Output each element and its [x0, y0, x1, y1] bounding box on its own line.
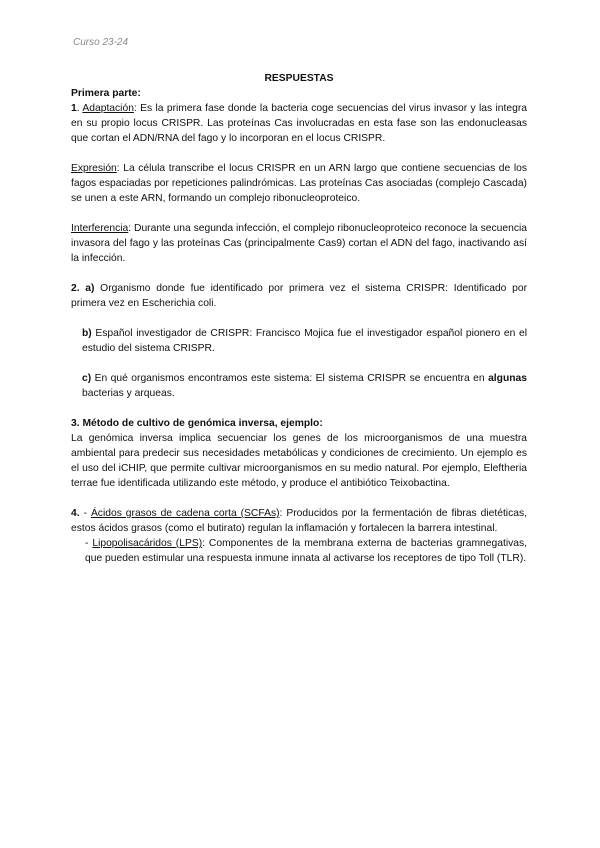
- page-title: RESPUESTAS: [264, 73, 334, 84]
- lps-term: Lipopolisacáridos (LPS): [92, 538, 203, 549]
- interferencia-text: : Durante una segunda infección, el complejo ribonucleoproteico reconoce la secuencia invasora del fago y las proteínas Cas (principalmente Cas9) cortan el ADN del fago, inactivando así la infección.: [71, 223, 527, 264]
- q4-label: 4.: [71, 508, 80, 519]
- q2c-bold-word: algunas: [488, 373, 527, 384]
- q1-number: 1: [71, 103, 77, 114]
- q2b-paragraph: [71, 326, 527, 356]
- q4-item2-dash: -: [85, 538, 93, 549]
- q2b-label: b): [82, 328, 92, 339]
- expresion-paragraph: [71, 161, 527, 206]
- q4-item1-dash: -: [79, 508, 91, 519]
- q3-text: La genómica inversa implica secuenciar los genes de los microorganismos de una muestra ambiental para predecir sus necesidades metabólicas y condiciones de crecimiento. Un ejemplo es el uso del iCHIP, que permite cultivar microorganismos en su medio natural. Por ejemplo, Eleftheria terrae fue identificada utilizando este método, y produce el antibiótico Teixobactina.: [71, 433, 527, 489]
- interferencia-term: Interferencia: [71, 223, 129, 234]
- q2c-paragraph: [71, 371, 527, 401]
- scfa-term: Ácidos grasos de cadena corta (SCFAs): [90, 508, 280, 519]
- q2a-label: 2. a): [71, 283, 95, 294]
- q3-heading: 3. Método de cultivo de genómica inversa, ejemplo:: [71, 418, 323, 429]
- q2c-text-after: bacterias y arqueas.: [82, 388, 175, 399]
- q2a-text: Organismo donde fue identificado por primera vez el sistema CRISPR: Identificado por primera vez en Escherichia coli.: [71, 283, 528, 309]
- q1-separator: .: [76, 103, 83, 114]
- q2a-paragraph: [71, 281, 527, 311]
- interferencia-paragraph: [71, 221, 527, 266]
- part1-heading: Primera parte:: [71, 88, 141, 99]
- q4-item2-paragraph: [71, 536, 527, 566]
- adaptacion-paragraph: [71, 101, 527, 146]
- q2c-label: c): [82, 373, 92, 384]
- course-header: Curso 23-24: [73, 37, 129, 48]
- q4-item1-paragraph: [71, 506, 527, 536]
- q2c-text-before: En qué organismos encontramos este sistema: El sistema CRISPR se encuentra en: [91, 373, 489, 384]
- document-body: [71, 71, 527, 566]
- lps-text: : Componentes de la membrana externa de bacterias gramnegativas, que pueden estimular una respuesta inmune innata al activarse los receptores de tipo Toll (TLR).: [85, 538, 527, 564]
- scfa-text: : Producidos por la fermentación de fibras dietéticas, estos ácidos grasos (como el butirato) regulan la inflamación y fortalecen la barrera intestinal.: [71, 508, 527, 534]
- adaptacion-term: Adaptación: [82, 103, 134, 114]
- q2b-text: Español investigador de CRISPR: Francisco Mojica fue el investigador español pionero en el estudio del sistema CRISPR.: [82, 328, 527, 354]
- expresion-term: Expresión: [71, 163, 117, 174]
- expresion-text: : La célula transcribe el locus CRISPR en un ARN largo que contiene secuencias de los fagos espaciadas por repeticiones palindrómicas. Las proteínas Cas asociadas (complejo Cascada) se unen a este ARN, formando un complejo ribonucleoproteico.: [71, 163, 527, 204]
- adaptacion-text: : Es la primera fase donde la bacteria coge secuencias del virus invasor y las integra en su propio locus CRISPR. Las proteínas Cas involucradas en esta fase son las endonucleasas que cortan el ADN/RNA del fago y lo incorporan en el locus CRISPR.: [71, 103, 528, 144]
